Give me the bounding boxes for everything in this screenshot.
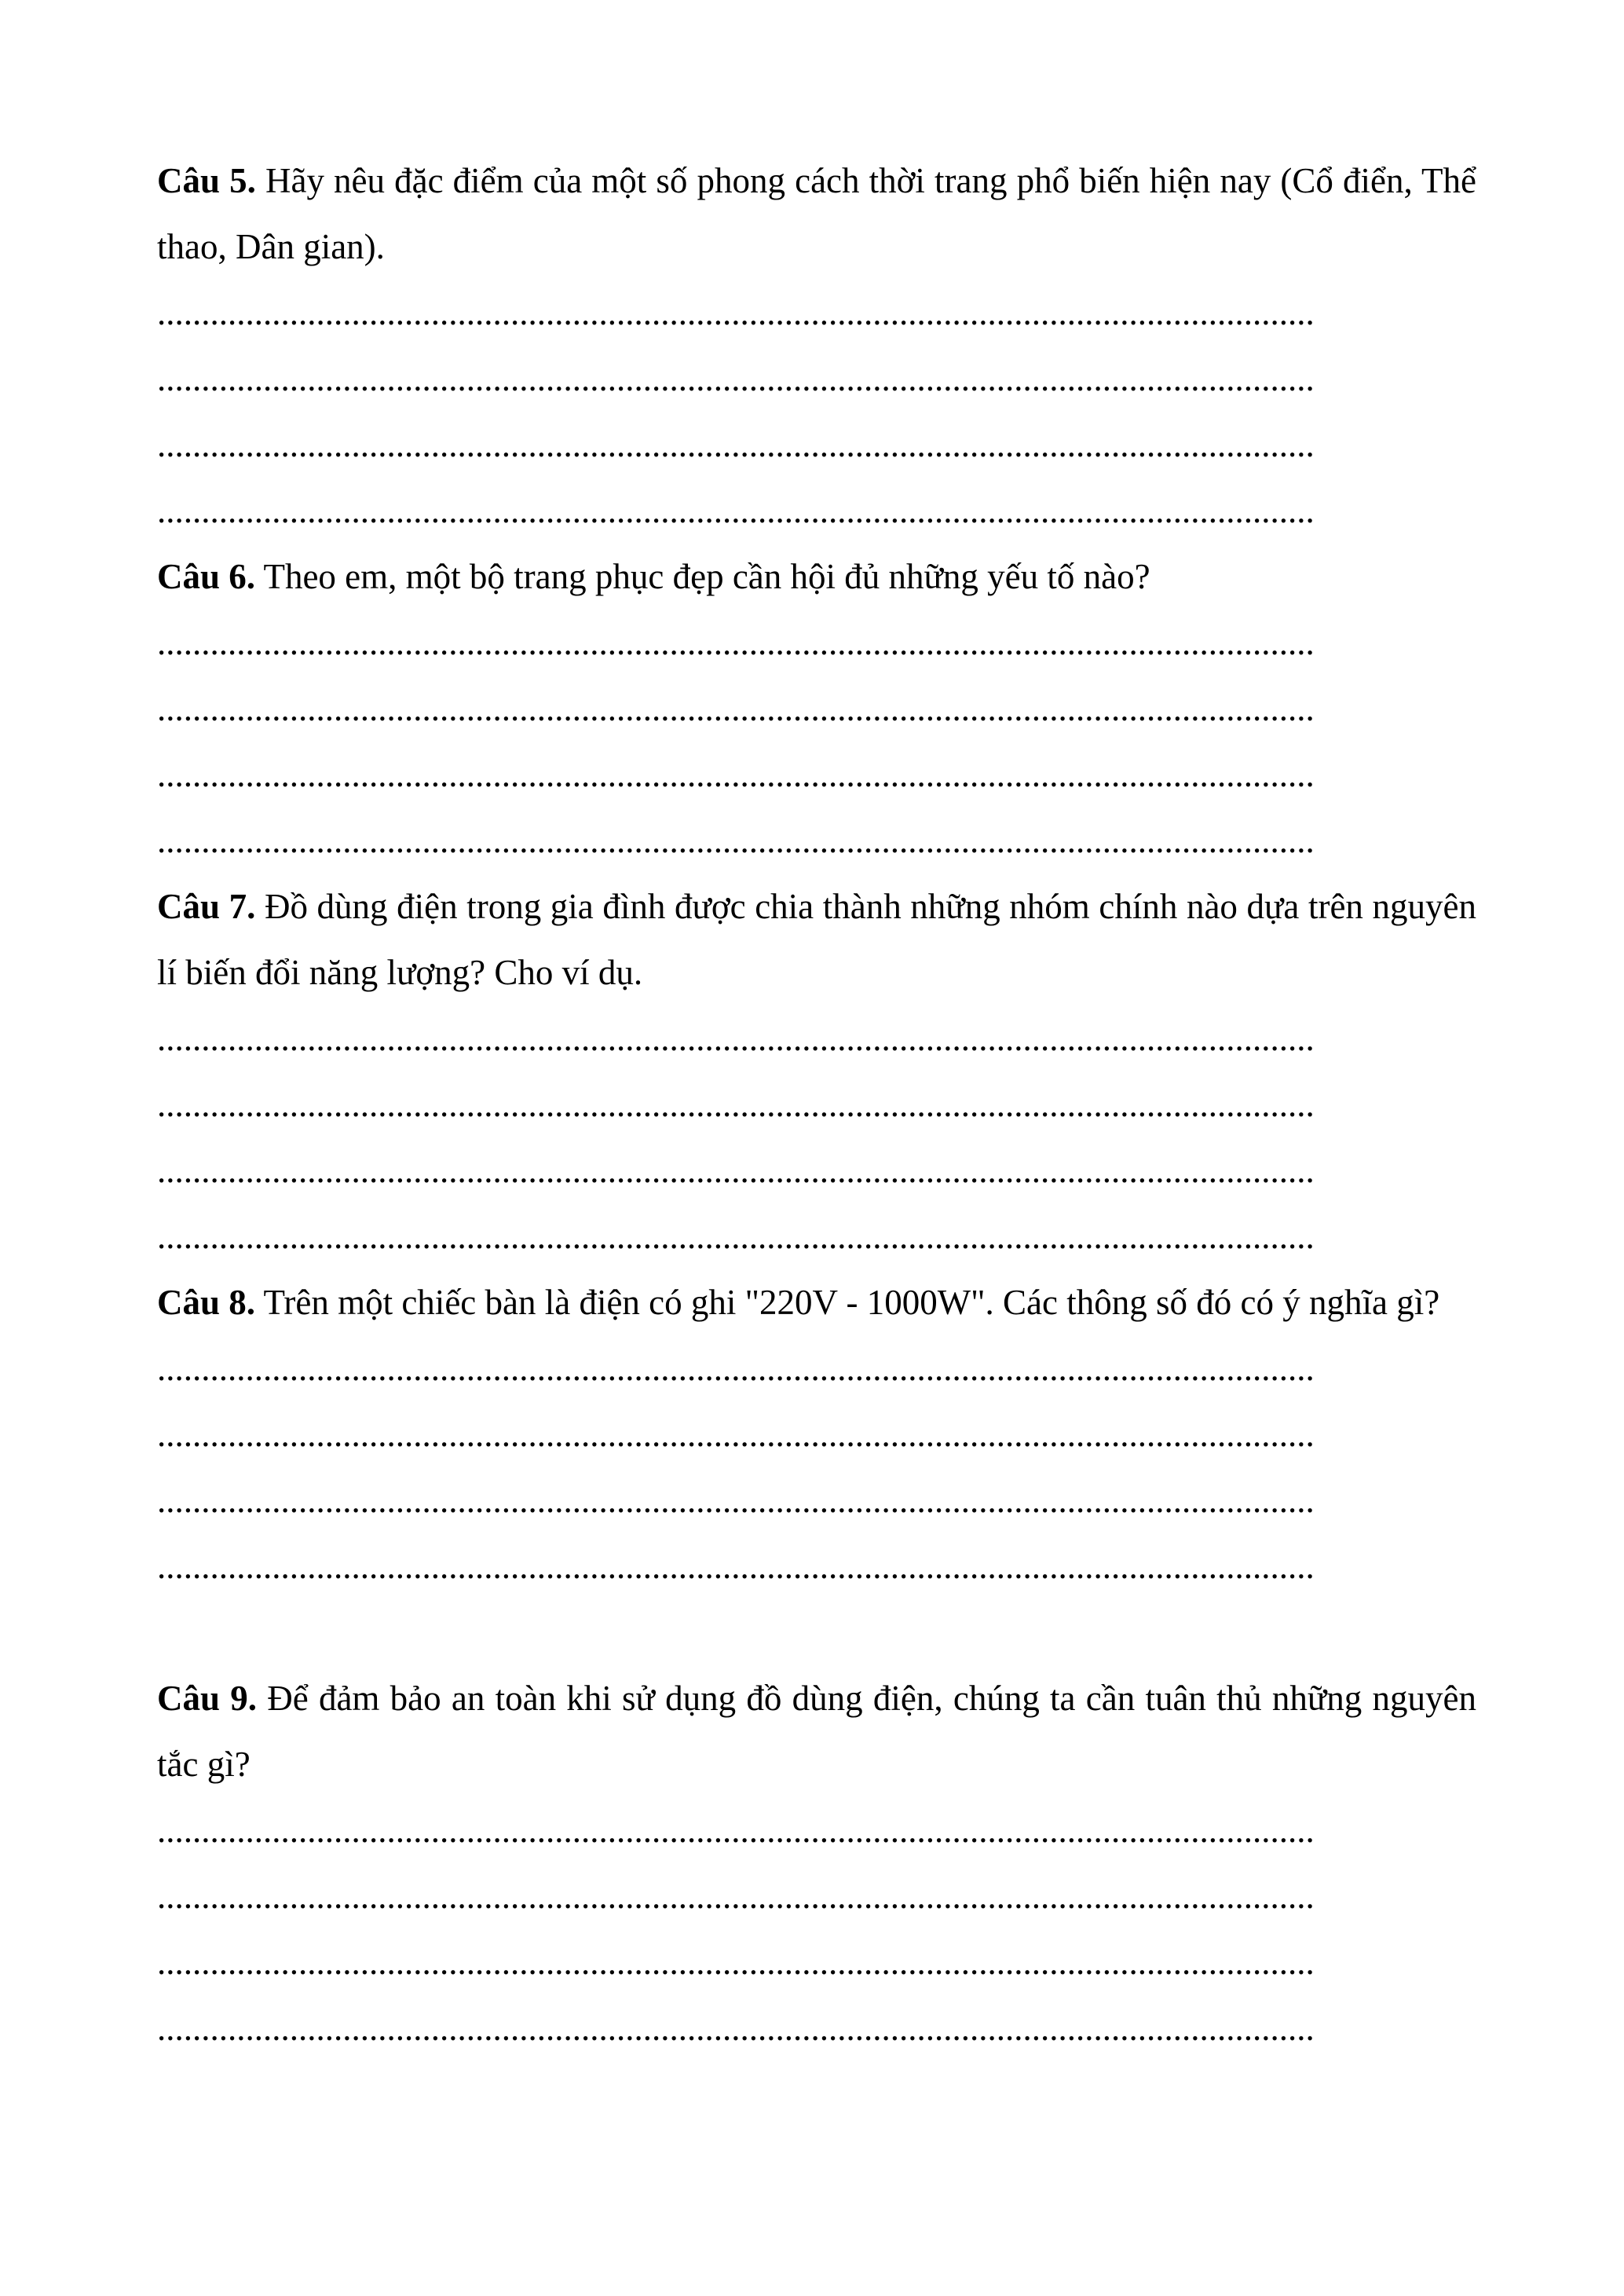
answer-line[interactable]: ................................................................................................................................... [157,1349,1315,1388]
answer-line[interactable]: ................................................................................................................................... [157,1415,1315,1454]
question-9-text: Để đảm bảo an toàn khi sử dụng đồ dùng điện, chúng ta cần tuân thủ những nguyên tắc gì? [157,1679,1476,1784]
answer-line[interactable]: ................................................................................................................................... [157,1943,1315,1982]
answer-line[interactable]: ................................................................................................................................... [157,755,1315,794]
answer-line[interactable]: ................................................................................................................................... [157,293,1315,332]
answer-line[interactable]: ................................................................................................................................... [157,425,1315,464]
question-8-label: Câu 8. [157,1283,256,1322]
question-5-text: Hãy nêu đặc điểm của một số phong cách thời trang phổ biến hiện nay (Cổ điển, Thể thao, Dân gian). [157,161,1476,266]
answer-line[interactable]: ................................................................................................................................... [157,1217,1315,1256]
answer-line[interactable]: ................................................................................................................................... [157,1151,1315,1190]
answer-line[interactable]: ................................................................................................................................... [157,623,1315,662]
question-7-prompt [157,873,1476,1005]
question-7-text: Đồ dùng điện trong gia đình được chia thành những nhóm chính nào dựa trên nguyên lí biến đổi năng lượng? Cho ví dụ. [157,887,1476,992]
question-6-text: Theo em, một bộ trang phục đẹp cần hội đủ những yếu tố nào? [255,557,1150,596]
answer-line[interactable]: ................................................................................................................................... [157,491,1315,530]
question-7 [157,873,1476,1269]
answer-line[interactable]: ................................................................................................................................... [157,1481,1315,1520]
question-5-label: Câu 5. [157,161,256,200]
answer-line[interactable]: ................................................................................................................................... [157,1019,1315,1058]
answer-line[interactable]: ................................................................................................................................... [157,2009,1315,2048]
answer-line[interactable]: ................................................................................................................................... [157,1877,1315,1916]
question-8-text: Trên một chiếc bàn là điện có ghi "220V - 1000W". Các thông số đó có ý nghĩa gì? [255,1283,1440,1322]
answer-line[interactable]: ................................................................................................................................... [157,689,1315,728]
answer-line[interactable]: ................................................................................................................................... [157,1085,1315,1124]
question-6 [157,544,1476,873]
question-6-label: Câu 6. [157,557,256,596]
answer-line[interactable]: ................................................................................................................................... [157,821,1315,860]
question-8-prompt [157,1269,1476,1335]
answer-line[interactable]: ................................................................................................................................... [157,1547,1315,1586]
question-5-prompt [157,148,1476,280]
answer-line[interactable]: ................................................................................................................................... [157,359,1315,398]
question-5 [157,148,1476,544]
question-9 [157,1665,1476,2061]
question-8 [157,1269,1476,1599]
question-9-label: Câu 9. [157,1679,258,1718]
question-7-label: Câu 7. [157,887,256,926]
answer-line[interactable]: ................................................................................................................................... [157,1811,1315,1850]
question-9-prompt [157,1665,1476,1797]
question-6-prompt [157,544,1476,610]
